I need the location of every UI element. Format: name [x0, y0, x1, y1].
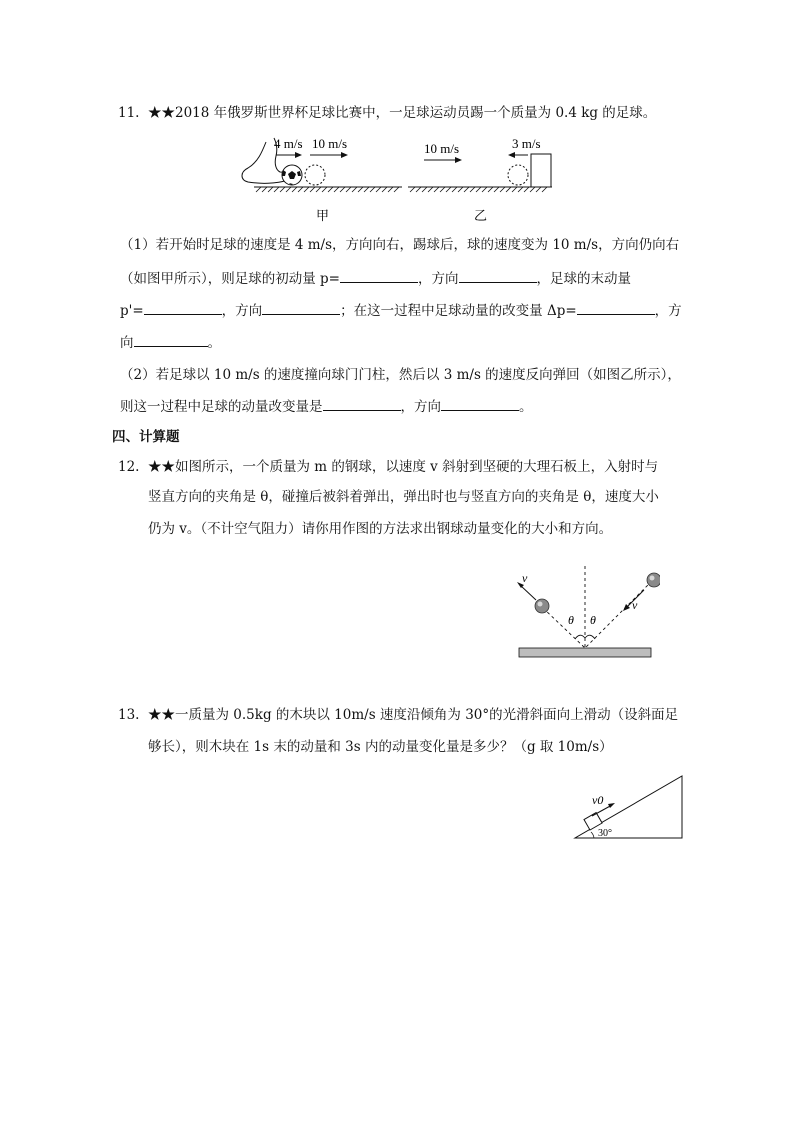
svg-text:θ: θ: [590, 613, 596, 627]
q11-part1-line3: p'= ，方向 ；在这一过程中足球动量的改变量 Δp= ，方: [120, 300, 682, 320]
svg-text:v: v: [632, 598, 638, 612]
q11-part1-line2: （如图甲所示），则足球的初动量 p= ，方向 ，足球的末动量: [120, 268, 631, 288]
answer-blank[interactable]: [441, 396, 519, 411]
q13-figure: [570, 772, 688, 842]
dashed-ball-left: [305, 165, 325, 185]
q13-line2: 够长），则木块在 1s 末的动量和 3s 内的动量变化量是多少？（g 取 10m/s）: [148, 739, 613, 755]
q12-line3: 仍为 v。（不计空气阻力）请你用作图的方法求出钢球动量变化的大小和方向。: [148, 521, 613, 537]
q11-part1-line1: （1）若开始时足球的速度是 4 m/s，方向向右，踢球后，球的速度变为 10 m/s，方向仍向右: [120, 237, 680, 253]
svg-text:乙: 乙: [474, 208, 488, 223]
q13-line1: ★★一质量为 0.5kg 的木块以 10m/s 速度沿倾角为 30°的光滑斜面向上滑动（设斜面足: [148, 707, 679, 723]
q12-line1: ★★如图所示，一个质量为 m 的钢球，以速度 v 斜射到坚硬的大理石板上，入射时与: [148, 459, 659, 475]
section-heading: 四、计算题: [112, 429, 180, 445]
svg-text:v0: v0: [592, 793, 604, 807]
q12-number: 12.: [118, 459, 140, 475]
svg-text:30°: 30°: [598, 828, 612, 839]
answer-blank[interactable]: [262, 300, 340, 315]
answer-blank[interactable]: [577, 300, 655, 315]
q12-line2: 竖直方向的夹角是 θ，碰撞后被斜着弹出，弹出时也与竖直方向的夹角是 θ，速度大小: [148, 489, 659, 505]
steel-ball-left: [535, 599, 549, 613]
q11-part1-line4: 向 。: [120, 332, 221, 352]
marble-slab: [519, 648, 651, 657]
q11-number: 11.: [118, 105, 140, 121]
q13-number: 13.: [118, 707, 140, 723]
answer-blank[interactable]: [323, 396, 401, 411]
q12-figure: [510, 560, 660, 664]
q11-part2-line2: 则这一过程中足球的动量改变量是 ，方向 。: [120, 396, 533, 416]
answer-blank[interactable]: [459, 268, 537, 283]
svg-text:v: v: [522, 571, 528, 585]
svg-text:θ: θ: [568, 613, 574, 627]
svg-text:4 m/s: 4 m/s: [274, 136, 303, 151]
answer-blank[interactable]: [144, 300, 222, 315]
svg-text:3 m/s: 3 m/s: [512, 136, 541, 151]
q11-stem: ★★2018 年俄罗斯世界杯足球比赛中，一足球运动员踢一个质量为 0.4 kg 的足球。: [148, 105, 657, 121]
dashed-ball-right: [508, 165, 528, 185]
q11-figure: [236, 134, 556, 224]
answer-blank[interactable]: [340, 268, 418, 283]
answer-blank[interactable]: [134, 332, 208, 347]
svg-text:10 m/s: 10 m/s: [312, 136, 348, 151]
goalpost: [531, 154, 551, 187]
q11-part2-line1: （2）若足球以 10 m/s 的速度撞向球门门柱，然后以 3 m/s 的速度反向弹回（如图乙所示），: [120, 367, 681, 383]
svg-text:10 m/s: 10 m/s: [424, 141, 460, 156]
svg-text:甲: 甲: [316, 208, 330, 223]
